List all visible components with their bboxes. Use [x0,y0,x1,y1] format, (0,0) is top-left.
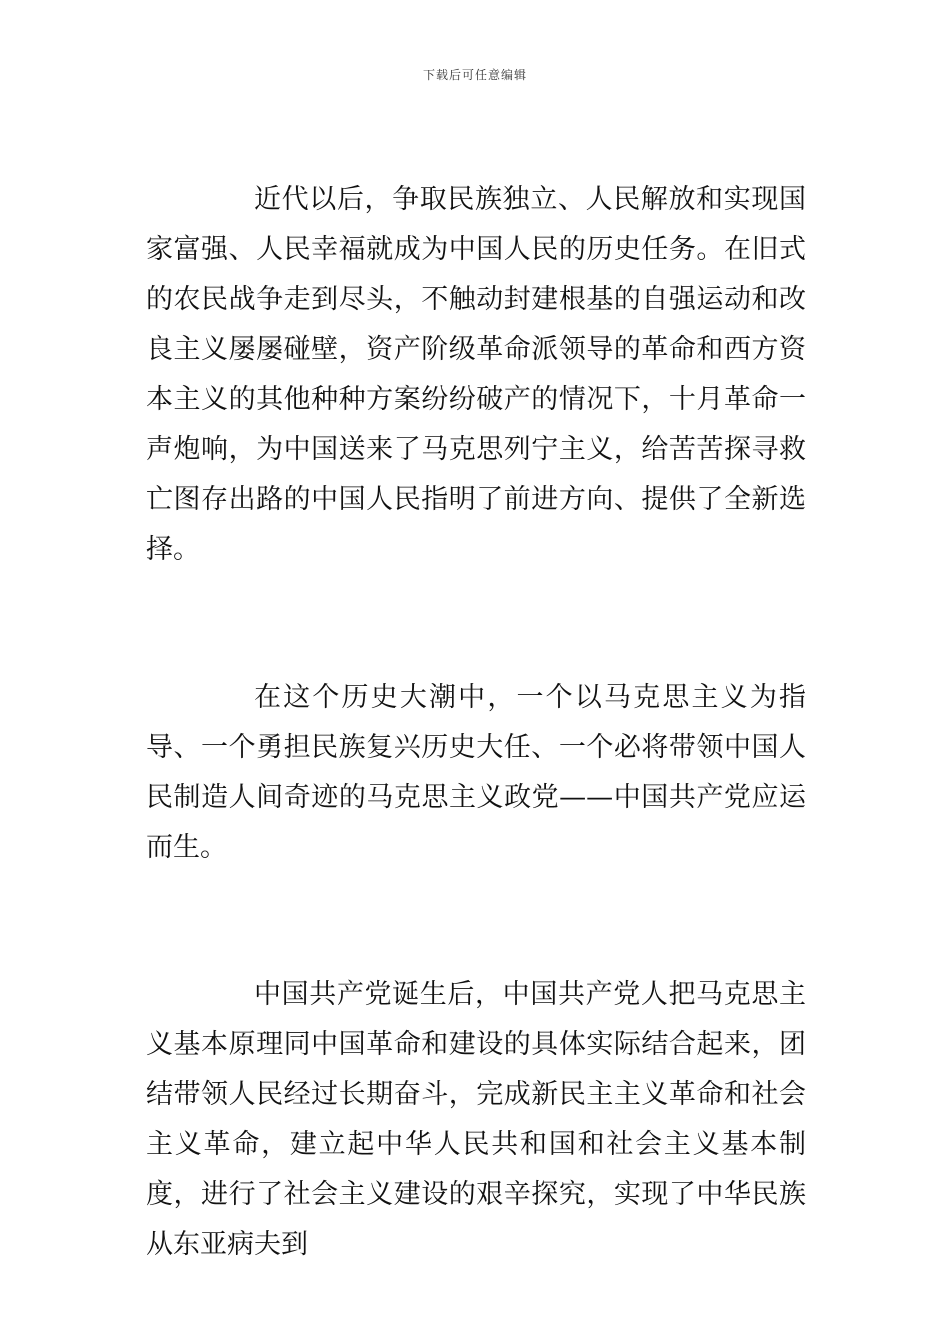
paragraph-1: 近代以后，争取民族独立、人民解放和实现国家富强、人民幸福就成为中国人民的历史任务。在旧式的农民战争走到尽头，不触动封建根基的自强运动和改良主义屡屡碰壁，资产阶级革命派领导的革命和西方资本主义的其他种种方案纷纷破产的情况下，十月革命一声炮响，为中国送来了马克思列宁主义，给苦苦探寻救亡图存出路的中国人民指明了前进方向、提供了全新选择。 [146,184,806,565]
page-header-note: 下载后可任意编辑 [422,68,527,82]
paragraph-2: 在这个历史大潮中，一个以马克思主义为指导、一个勇担民族复兴历史大任、一个必将带领中国人民制造人间奇迹的马克思主义政党——中国共产党应运而生。 [146,682,806,863]
paragraph-3: 中国共产党诞生后，中国共产党人把马克思主义基本原理同中国革命和建设的具体实际结合起来，团结带领人民经过长期奋斗，完成新民主主义革命和社会主义革命，建立起中华人民共和国和社会主义基本制度，进行了社会主义建设的艰辛探究，实现了中华民族从东亚病夫到 [146,979,806,1260]
